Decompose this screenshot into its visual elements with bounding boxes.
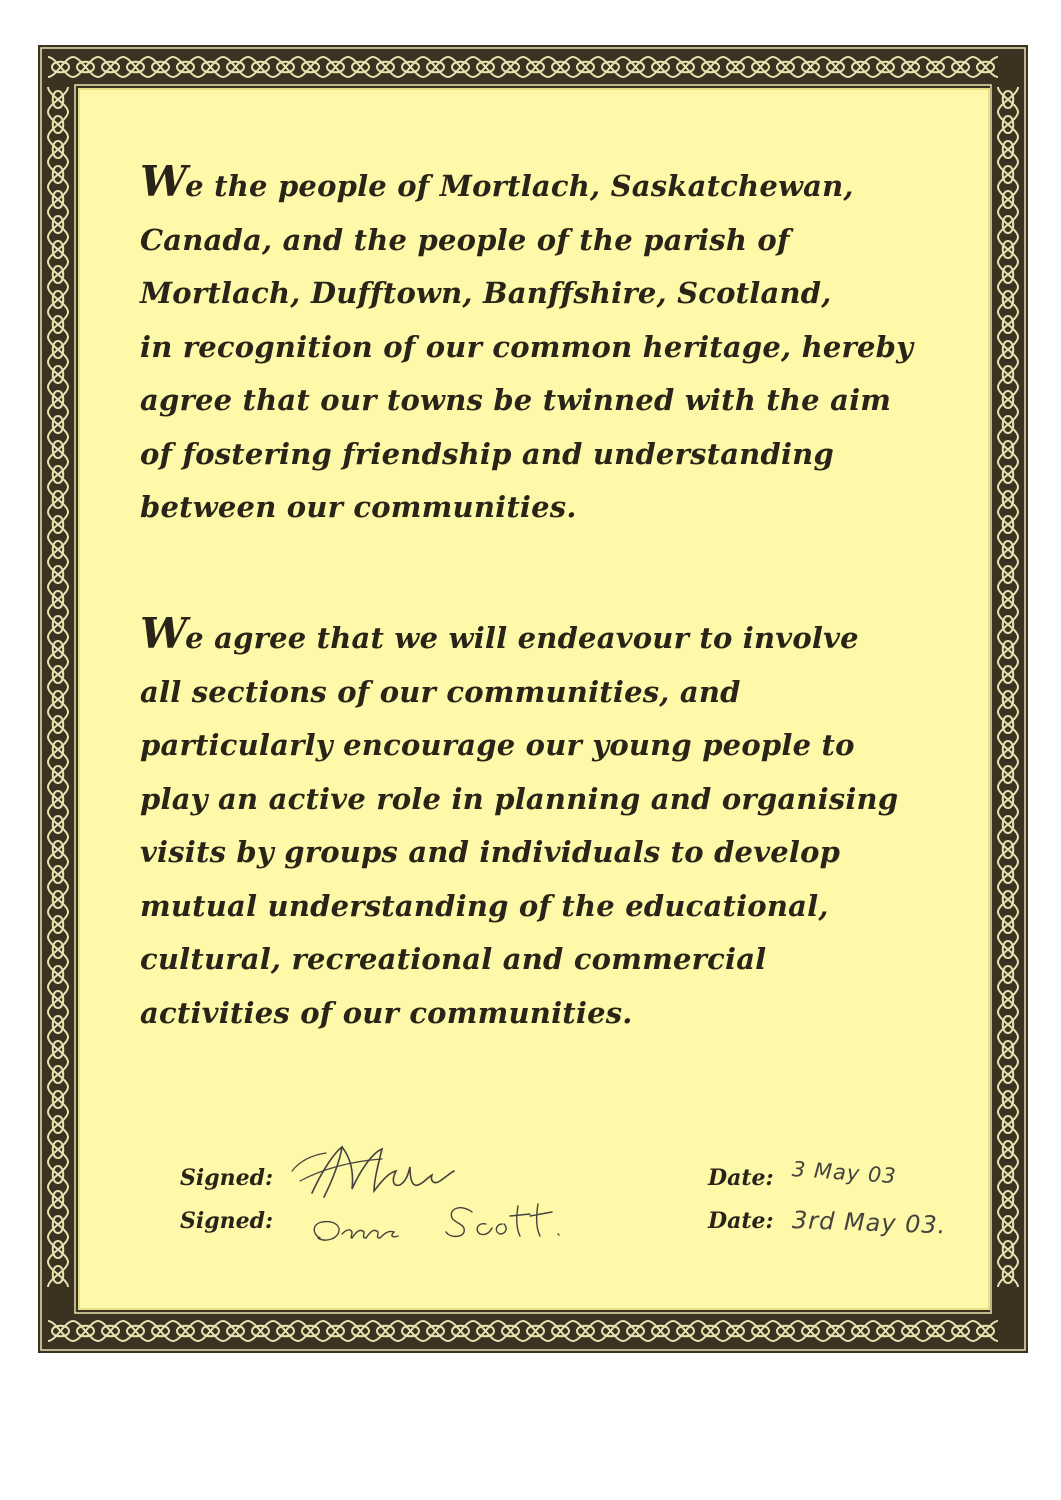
knot-segment [648,57,673,77]
knot-segment [623,1321,648,1341]
knot-segment [48,487,68,512]
knot-segment [998,362,1018,387]
handwritten-date-2: 3rd May 03. [791,1206,947,1240]
knot-segment [823,1321,848,1341]
paragraph-line: cultural, recreational and commercial [140,942,767,976]
knot-segment [798,1321,823,1341]
knot-segment [298,57,323,77]
knot-segment [723,1321,748,1341]
knot-segment [323,1321,348,1341]
knot-segment [373,1321,398,1341]
twinning-paragraph-2 [140,607,930,1040]
knot-segment [923,1321,948,1341]
knot-segment [998,437,1018,462]
knot-segment [348,57,373,77]
date-label: Date: [708,1208,774,1234]
knot-segment [48,637,68,662]
paragraph-line: in recognition of our common heritage, hereby [140,329,914,364]
paragraph-line: Canada, and the people of the parish of [140,222,790,257]
paragraph-line: mutual understanding of the educational, [140,888,829,923]
paragraph-line: e the people of Mortlach, Saskatchewan, [185,169,854,203]
paragraph-line: of fostering friendship and understanding [140,436,834,471]
paragraph-line: agree that our towns be twinned with the aim [140,383,892,417]
knot-segment [98,57,123,77]
knot-segment [48,737,68,762]
knot-segment [48,862,68,887]
paragraph-line: visits by groups and individuals to develop [140,835,841,869]
knot-segment [998,212,1018,237]
paragraph-line: particularly encourage our young people to [140,728,855,762]
knot-segment [48,987,68,1012]
knot-segment [523,57,548,77]
knot-segment [998,1262,1018,1287]
date-label: Date: [708,1165,774,1191]
paragraph-line: Mortlach, Dufftown, Banffshire, Scotland, [140,276,832,310]
knot-segment [998,762,1018,787]
knot-segment [798,57,823,77]
knot-segment [73,57,98,77]
knot-segment [348,1321,373,1341]
knot-segment [898,1321,923,1341]
dropcap-letter: W [140,157,186,206]
knot-segment [573,1321,598,1341]
knot-segment [48,462,68,487]
knot-segment [998,462,1018,487]
twinning-paragraph-1 [140,155,930,535]
knot-segment [873,57,898,77]
knot-segment [773,57,798,77]
knot-segment [48,1037,68,1062]
knot-segment [498,1321,523,1341]
knot-segment [148,57,173,77]
dropcap-letter: W [140,609,186,658]
knot-segment [998,687,1018,712]
knot-segment [998,962,1018,987]
knot-segment [773,1321,798,1341]
handwritten-date-1: 3 May 03 [791,1157,898,1189]
knot-segment [998,487,1018,512]
knot-segment [548,57,573,77]
knot-segment [323,57,348,77]
knot-segment [98,1321,123,1341]
knot-segment [998,612,1018,637]
knot-segment [398,57,423,77]
knot-segment [48,887,68,912]
knot-segment [998,662,1018,687]
knot-segment [373,57,398,77]
knot-segment [998,862,1018,887]
knot-segment [823,57,848,77]
knot-segment [748,1321,773,1341]
knot-segment [848,1321,873,1341]
knot-segment [48,937,68,962]
knot-segment [223,57,248,77]
knot-segment [673,1321,698,1341]
knot-segment [998,387,1018,412]
paragraph-line: all sections of our communities, and [140,674,741,709]
paragraph-line: e agree that we will endeavour to involve [185,621,859,655]
knot-segment [48,387,68,412]
knot-segment [723,57,748,77]
knot-segment [598,57,623,77]
knot-segment [623,57,648,77]
knot-segment [48,112,68,137]
knot-segment [48,562,68,587]
knot-segment [48,1087,68,1112]
knot-segment [498,57,523,77]
knot-segment [48,612,68,637]
knot-segment [48,912,68,937]
knot-segment [973,1321,998,1341]
knot-segment [998,1037,1018,1062]
knot-segment [523,1321,548,1341]
knot-segment [48,437,68,462]
knot-segment [998,1112,1018,1137]
knot-segment [873,1321,898,1341]
knot-segment [998,87,1018,112]
signature-row-1 [0,1157,1061,1199]
knot-segment [198,1321,223,1341]
knot-segment [48,57,73,77]
knot-segment [48,162,68,187]
knot-segment [698,1321,723,1341]
knot-segment [998,587,1018,612]
knot-segment [48,1012,68,1037]
knot-segment [248,1321,273,1341]
paragraph-line: between our communities. [140,490,577,524]
knot-segment [998,737,1018,762]
knot-segment [948,57,973,77]
knot-segment [998,512,1018,537]
knot-segment [448,57,473,77]
knot-segment [473,57,498,77]
knot-segment [998,987,1018,1012]
knot-segment [48,662,68,687]
knot-segment [748,57,773,77]
handwritten-signature-2 [290,1194,590,1250]
knot-segment [48,762,68,787]
knot-segment [48,712,68,737]
knot-segment [698,57,723,77]
knot-segment [998,562,1018,587]
knot-segment [998,912,1018,937]
knot-segment [48,237,68,262]
knot-segment [548,1321,573,1341]
knot-segment [998,137,1018,162]
knot-segment [848,57,873,77]
knot-segment [998,312,1018,337]
knot-segment [148,1321,173,1341]
knot-segment [423,57,448,77]
knot-segment [998,637,1018,662]
knot-segment [48,1262,68,1287]
knot-segment [998,787,1018,812]
knot-segment [998,887,1018,912]
knot-segment [998,287,1018,312]
knot-segment [48,537,68,562]
knot-segment [48,337,68,362]
knot-segment [998,337,1018,362]
knot-segment [898,57,923,77]
knot-segment [998,162,1018,187]
knot-segment [998,937,1018,962]
knot-segment [123,1321,148,1341]
knot-segment [298,1321,323,1341]
knot-segment [473,1321,498,1341]
knot-segment [48,262,68,287]
knot-segment [423,1321,448,1341]
knot-segment [48,1321,73,1341]
knot-segment [48,137,68,162]
knot-segment [998,537,1018,562]
knot-segment [998,712,1018,737]
knot-segment [198,57,223,77]
signed-label: Signed: [180,1208,274,1234]
knot-segment [48,812,68,837]
knot-segment [998,412,1018,437]
signature-row-2 [0,1200,1061,1242]
knot-segment [998,1087,1018,1112]
paragraph-line: play an active role in planning and organising [140,781,899,816]
knot-segment [48,1062,68,1087]
knot-segment [48,837,68,862]
knot-segment [48,312,68,337]
knot-segment [48,687,68,712]
knot-segment [248,57,273,77]
paragraph-line: activities of our communities. [140,995,633,1030]
knot-segment [448,1321,473,1341]
signed-label: Signed: [180,1165,274,1191]
knot-segment [123,57,148,77]
knot-segment [998,187,1018,212]
knot-segment [998,1062,1018,1087]
knot-segment [73,1321,98,1341]
knot-segment [998,112,1018,137]
knot-segment [923,57,948,77]
knot-segment [48,212,68,237]
knot-segment [273,57,298,77]
knot-segment [998,1012,1018,1037]
knot-segment [48,87,68,112]
knot-segment [673,57,698,77]
knot-segment [48,287,68,312]
knot-segment [223,1321,248,1341]
knot-segment [48,787,68,812]
knot-segment [948,1321,973,1341]
knot-segment [398,1321,423,1341]
knot-segment [173,1321,198,1341]
knot-segment [998,237,1018,262]
knot-segment [48,362,68,387]
knot-segment [48,1112,68,1137]
knot-segment [173,57,198,77]
knot-segment [48,587,68,612]
knot-segment [973,57,998,77]
knot-segment [48,412,68,437]
knot-segment [598,1321,623,1341]
knot-segment [998,837,1018,862]
knot-segment [573,57,598,77]
knot-segment [48,512,68,537]
knot-segment [273,1321,298,1341]
knot-segment [648,1321,673,1341]
knot-segment [998,812,1018,837]
knot-segment [48,962,68,987]
knot-segment [48,187,68,212]
knot-segment [998,262,1018,287]
